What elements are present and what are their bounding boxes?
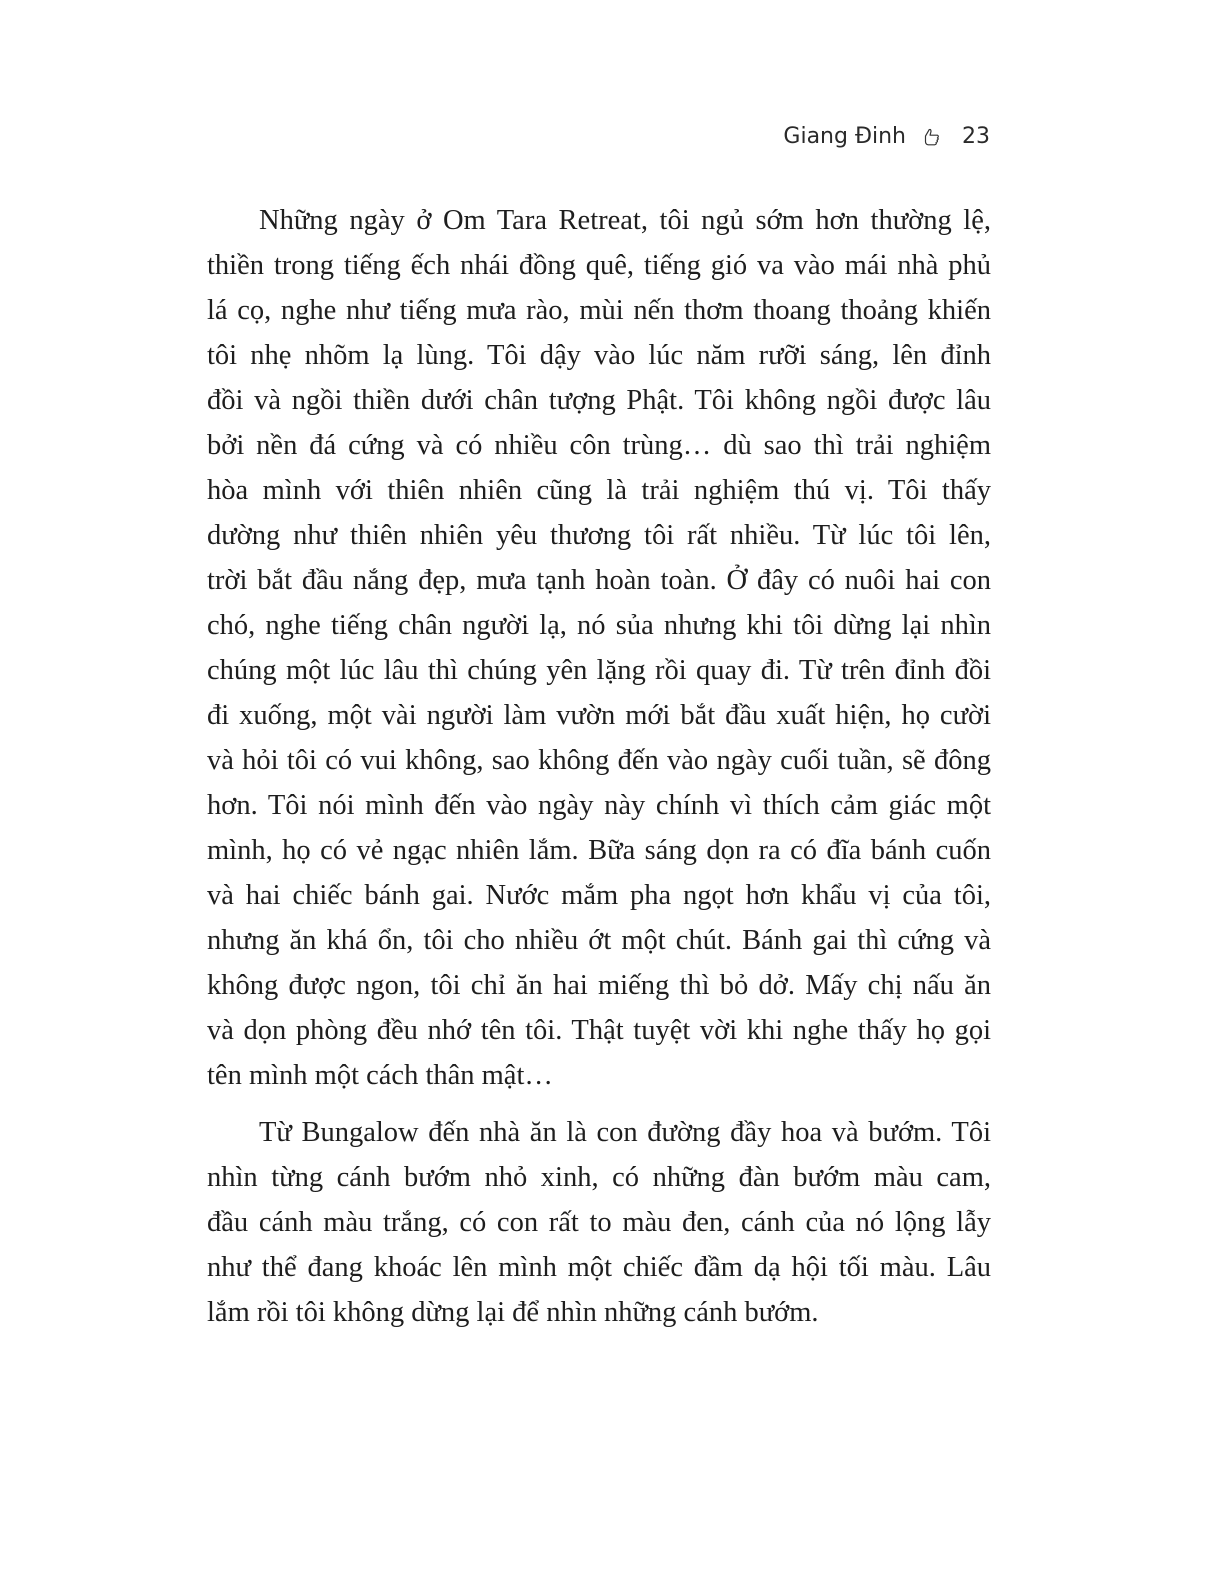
- thumbs-up-icon: [920, 126, 942, 148]
- text-line: chúng một lúc lâu thì chúng yên lặng rồi quay đi. Từ trên đỉnh đồi: [207, 655, 991, 686]
- text-line: Từ Bungalow đến nhà ăn là con đường đầy hoa và bướm. Tôi: [259, 1117, 991, 1148]
- text-line: như thể đang khoác lên mình một chiếc đầm dạ hội tối màu. Lâu: [207, 1252, 991, 1283]
- text-line: dường như thiên nhiên yêu thương tôi rất nhiều. Từ lúc tôi lên,: [207, 520, 991, 551]
- text-line: đồi và ngồi thiền dưới chân tượng Phật. Tôi không ngồi được lâu: [207, 385, 991, 416]
- text-line: không được ngon, tôi chỉ ăn hai miếng thì bỏ dở. Mấy chị nấu ăn: [207, 970, 991, 1001]
- text-line: tôi nhẹ nhõm lạ lùng. Tôi dậy vào lúc năm rưỡi sáng, lên đỉnh: [207, 340, 991, 371]
- text-line: chó, nghe tiếng chân người lạ, nó sủa nhưng khi tôi dừng lại nhìn: [207, 610, 991, 641]
- paragraph-2: [207, 1110, 991, 1335]
- text-line: lá cọ, nghe như tiếng mưa rào, mùi nến thơm thoang thoảng khiến: [207, 295, 991, 326]
- text-line: mình, họ có vẻ ngạc nhiên lắm. Bữa sáng dọn ra có đĩa bánh cuốn: [207, 835, 991, 866]
- text-line: bởi nền đá cứng và có nhiều côn trùng… dù sao thì trải nghiệm: [207, 430, 991, 461]
- text-line: và hỏi tôi có vui không, sao không đến vào ngày cuối tuần, sẽ đông: [207, 745, 991, 776]
- text-line: Những ngày ở Om Tara Retreat, tôi ngủ sớm hơn thường lệ,: [259, 205, 991, 236]
- author-name: Giang Đinh: [783, 124, 906, 149]
- page-number: 23: [962, 124, 990, 149]
- text-line: trời bắt đầu nắng đẹp, mưa tạnh hoàn toàn. Ở đây có nuôi hai con: [207, 565, 991, 596]
- text-line: nhìn từng cánh bướm nhỏ xinh, có những đàn bướm màu cam,: [207, 1162, 991, 1193]
- text-line: đi xuống, một vài người làm vườn mới bắt đầu xuất hiện, họ cười: [207, 700, 991, 731]
- text-line: nhưng ăn khá ổn, tôi cho nhiều ớt một chút. Bánh gai thì cứng và: [207, 925, 991, 956]
- text-line: lắm rồi tôi không dừng lại để nhìn những cánh bướm.: [207, 1297, 819, 1328]
- paragraph-1: [207, 198, 991, 1098]
- text-line: hơn. Tôi nói mình đến vào ngày này chính vì thích cảm giác một: [207, 790, 991, 821]
- running-header: [783, 124, 990, 149]
- text-line: thiền trong tiếng ếch nhái đồng quê, tiếng gió va vào mái nhà phủ: [207, 250, 991, 281]
- text-line: và dọn phòng đều nhớ tên tôi. Thật tuyệt vời khi nghe thấy họ gọi: [207, 1015, 991, 1046]
- text-line: hòa mình với thiên nhiên cũng là trải nghiệm thú vị. Tôi thấy: [207, 475, 991, 506]
- text-line: tên mình một cách thân mật…: [207, 1060, 553, 1091]
- text-line: đầu cánh màu trắng, có con rất to màu đen, cánh của nó lộng lẫy: [207, 1207, 991, 1238]
- text-line: và hai chiếc bánh gai. Nước mắm pha ngọt hơn khẩu vị của tôi,: [207, 880, 991, 911]
